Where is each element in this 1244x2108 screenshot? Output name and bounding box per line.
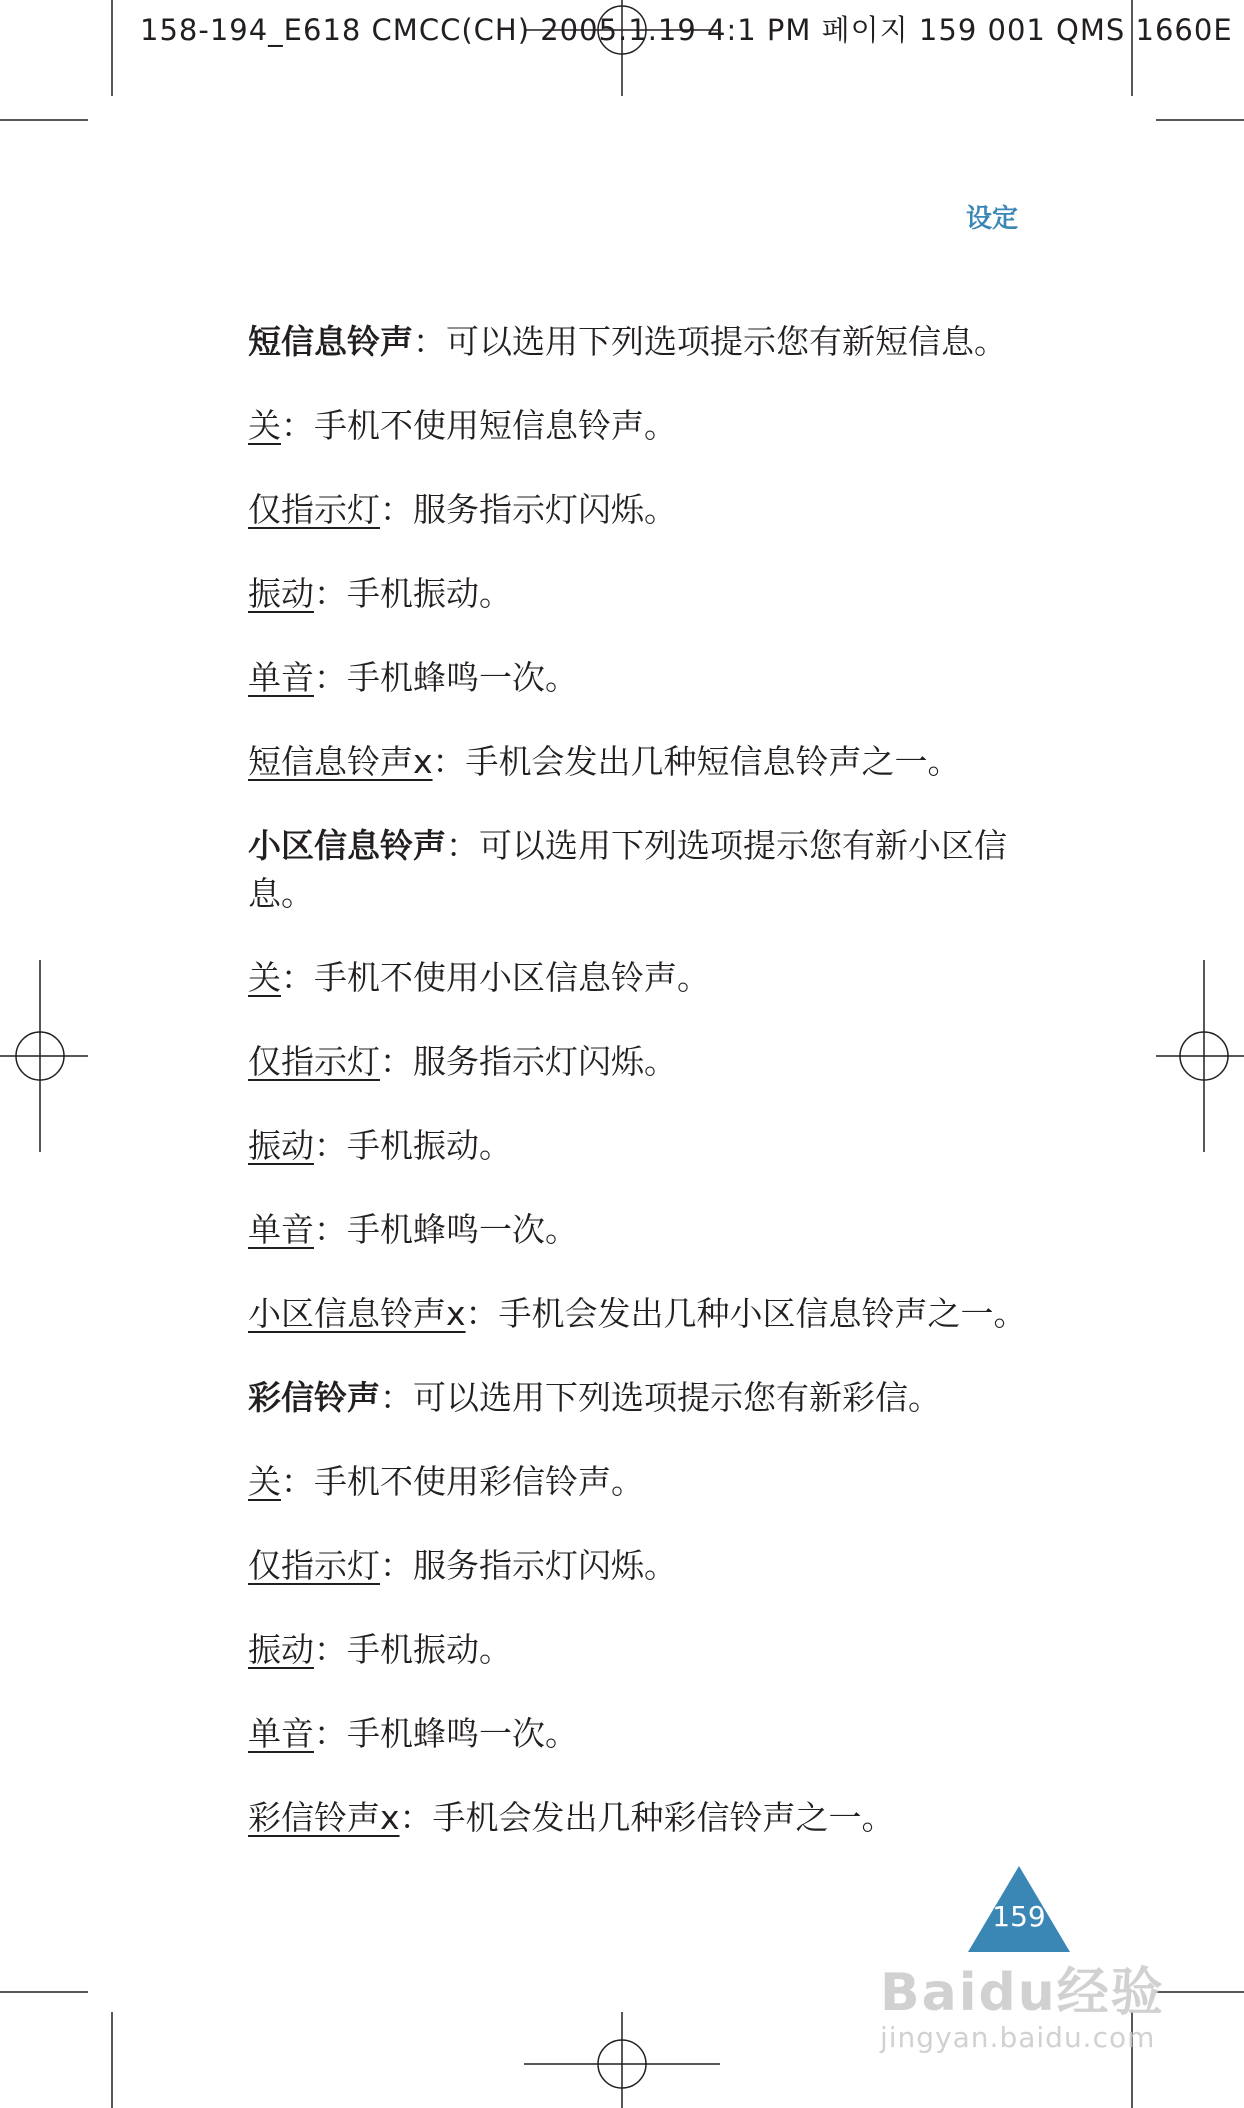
setting-name: 短信息铃声: [248, 322, 413, 361]
option-name: 关: [248, 1462, 281, 1501]
section-title: 设定: [965, 204, 1018, 234]
watermark: [880, 1950, 1210, 2054]
option-description: ：手机不使用小区信息铃声。: [281, 958, 710, 997]
setting-name: 彩信铃声: [248, 1378, 380, 1417]
option-description: ：服务指示灯闪烁。: [380, 1042, 677, 1081]
page-number: 159: [992, 1900, 1046, 1933]
option-paragraph: [248, 1710, 1028, 1758]
section-heading-paragraph: [248, 1374, 1028, 1422]
option-description: ：手机振动。: [314, 1126, 512, 1165]
option-name: 单音: [248, 1210, 314, 1249]
option-description: ：手机蜂鸣一次。: [314, 1714, 578, 1753]
option-name: 仅指示灯: [248, 1546, 380, 1585]
option-name: 仅指示灯: [248, 490, 380, 529]
option-description: ：手机不使用短信息铃声。: [281, 406, 677, 445]
option-name: 仅指示灯: [248, 1042, 380, 1081]
page-number-badge: [968, 1866, 1070, 1952]
option-description: ：服务指示灯闪烁。: [380, 1546, 677, 1585]
option-description: ：可以选用下列选项提示您有新彩信。: [380, 1378, 941, 1417]
option-paragraph: [248, 570, 1028, 618]
option-paragraph: [248, 486, 1028, 534]
option-description: ：手机蜂鸣一次。: [314, 1210, 578, 1249]
option-paragraph: [248, 738, 1028, 786]
option-paragraph: [248, 654, 1028, 702]
option-paragraph: [248, 1206, 1028, 1254]
option-paragraph: [248, 1290, 1028, 1338]
option-paragraph: [248, 1122, 1028, 1170]
option-description: ：手机会发出几种彩信铃声之一。: [399, 1798, 895, 1837]
option-name: 彩信铃声x: [248, 1798, 400, 1837]
option-description: ：手机蜂鸣一次。: [314, 658, 578, 697]
watermark-url: jingyan.baidu.com: [880, 2021, 1156, 2054]
body-content: [248, 318, 1028, 1878]
option-description: ：手机振动。: [314, 574, 512, 613]
option-paragraph: [248, 1626, 1028, 1674]
option-paragraph: [248, 1794, 1028, 1842]
option-description: ：手机振动。: [314, 1630, 512, 1669]
option-description: ：手机不使用彩信铃声。: [281, 1462, 644, 1501]
option-paragraph: [248, 402, 1028, 450]
setting-name: 小区信息铃声: [248, 826, 446, 865]
option-paragraph: [248, 1542, 1028, 1590]
watermark-logo: Baidu经验: [880, 1963, 1165, 2023]
section-heading-paragraph: [248, 822, 1028, 918]
option-name: 振动: [248, 574, 314, 613]
option-name: 关: [248, 958, 281, 997]
option-name: 振动: [248, 1630, 314, 1669]
option-description: ：可以选用下列选项提示您有新小区信息。: [248, 826, 1007, 913]
print-slug-header: 158-194_E618 CMCC(CH) 2005.1.19 4:1 PM 페이지 159 001 QMS 1660E: [140, 13, 1233, 47]
option-name: 关: [248, 406, 281, 445]
option-paragraph: [248, 1458, 1028, 1506]
option-description: ：服务指示灯闪烁。: [380, 490, 677, 529]
option-paragraph: [248, 1038, 1028, 1086]
option-name: 振动: [248, 1126, 314, 1165]
option-paragraph: [248, 954, 1028, 1002]
option-description: ：可以选用下列选项提示您有新短信息。: [413, 322, 1007, 361]
option-description: ：手机会发出几种小区信息铃声之一。: [465, 1294, 1027, 1333]
option-description: ：手机会发出几种短信息铃声之一。: [432, 742, 961, 781]
option-name: 单音: [248, 1714, 314, 1753]
option-name: 小区信息铃声x: [248, 1294, 466, 1333]
section-heading-paragraph: [248, 318, 1028, 366]
option-name: 单音: [248, 658, 314, 697]
option-name: 短信息铃声x: [248, 742, 433, 781]
